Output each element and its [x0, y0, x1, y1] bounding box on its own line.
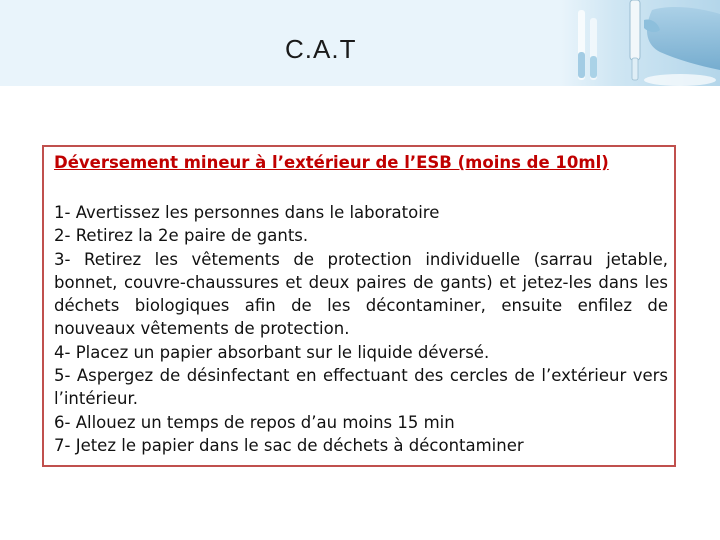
step-4: 4- Placez un papier absorbant sur le liquide déversé.	[54, 342, 490, 362]
slide-title: C.A.T	[285, 34, 357, 64]
laboratory-pipette-icon	[560, 0, 720, 86]
step-1: 1- Avertissez les personnes dans le laboratoire	[54, 203, 440, 222]
step-7: 7- Jetez le papier dans le sac de déchets à décontaminer	[54, 435, 524, 455]
step-6: 6- Allouez un temps de repos d’au moins 15 min	[54, 412, 455, 432]
box-heading: Déversement mineur à l’extérieur de l’ESB (moins de 10ml)	[54, 153, 609, 172]
step-3: 3- Retirez les vêtements de protection individuelle (sarrau jetable, bonnet, couvre-chaussures et deux paires de gants) et jetez-les dans les déchets biologiques afin de les décontaminer, ensuite enfilez de nouveaux vêtements de protection.	[54, 249, 668, 339]
steps-list	[54, 201, 668, 457]
laboratory-photo	[560, 0, 720, 86]
content-box	[42, 145, 676, 467]
step-2: 2- Retirez la 2e paire de gants.	[54, 226, 309, 246]
step-5: 5- Aspergez de désinfectant en effectuant des cercles de l’extérieur vers l’intérieur.	[54, 366, 668, 409]
